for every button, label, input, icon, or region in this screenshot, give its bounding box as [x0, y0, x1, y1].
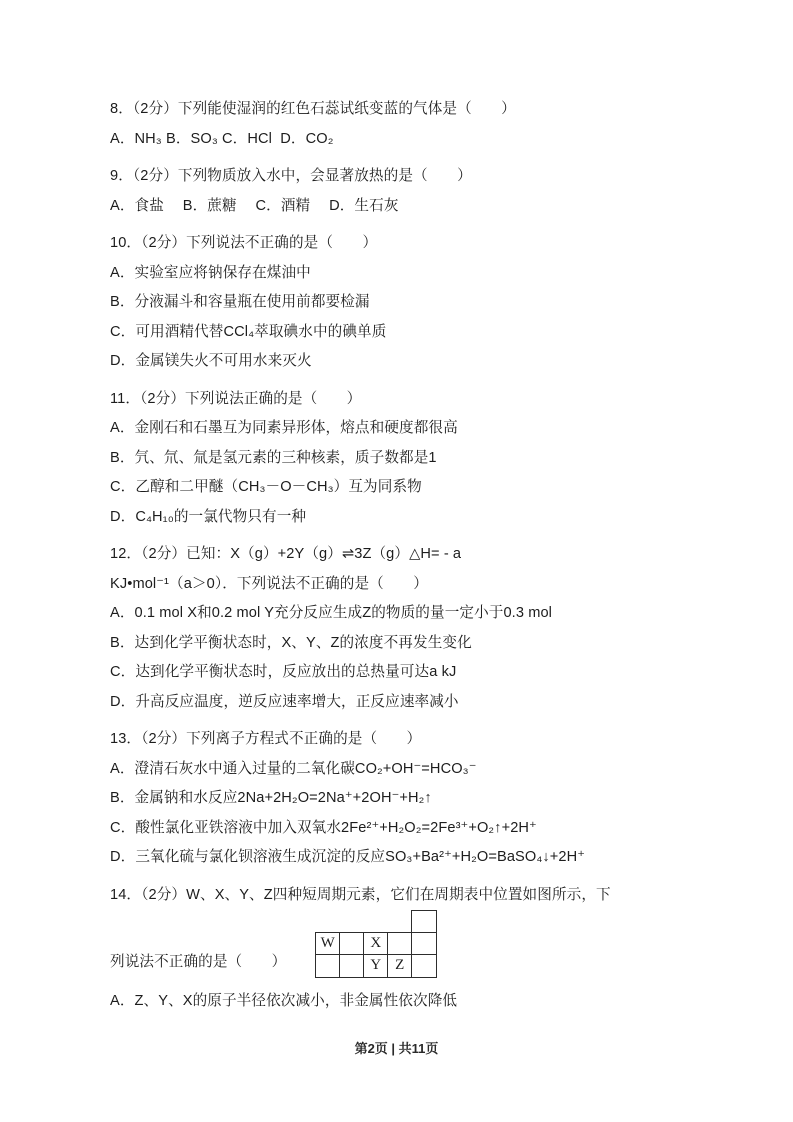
- grid-row-middle: [315, 932, 437, 956]
- grid-cell-empty: [387, 932, 413, 956]
- option-b: B．金属钠和水反应2Na+2H₂O=2Na⁺+2OH⁻+H₂↑: [110, 790, 432, 806]
- question-stem-continuation: 列说法不正确的是（ ）: [110, 954, 287, 970]
- options-line: A．NH₃ B．SO₃ C．HCl D．CO₂: [110, 130, 334, 147]
- option-a: A．实验室应将钠保存在煤油中: [110, 264, 311, 281]
- option-c: C．酸性氯化亚铁溶液中加入双氧水2Fe²⁺+H₂O₂=2Fe³⁺+O₂↑+2H⁺: [110, 819, 537, 836]
- question-stem: 9．（2分）下列物质放入水中，会显著放热的是（ ）: [110, 168, 472, 184]
- page-footer: [0, 1038, 793, 1057]
- question-9: [110, 162, 775, 221]
- question-stem-wrap-row: [110, 910, 775, 978]
- periodic-table-fragment: [315, 910, 437, 978]
- question-10: [110, 229, 775, 377]
- grid-row-bottom: [315, 954, 437, 978]
- question-stem-line-1: 14．（2分）W、X、Y、Z四种短周期元素，它们在周期表中位置如图所示，下: [110, 886, 611, 903]
- grid-cell-x: X: [363, 932, 389, 956]
- page-number-label: 第2页 | 共11页: [354, 1041, 439, 1056]
- exam-page-body: [110, 95, 775, 1024]
- question-stem-line-1: 12．（2分）已知：X（g）+2Y（g）⇌3Z（g）△H= - a: [110, 546, 462, 562]
- question-8: [110, 95, 775, 154]
- options-line: A．食盐 B．蔗糖 C．酒精 D．生石灰: [110, 197, 399, 214]
- question-14: [110, 881, 775, 1017]
- option-d: D．C₄H₁₀的一氯代物只有一种: [110, 508, 307, 525]
- grid-cell-empty: [411, 932, 437, 956]
- question-stem: 8．（2分）下列能使湿润的红色石蕊试纸变蓝的气体是（ ）: [110, 101, 516, 117]
- option-a: A．金刚石和石墨互为同素异形体，熔点和硬度都很高: [110, 420, 458, 436]
- question-stem: 10．（2分）下列说法不正确的是（ ）: [110, 235, 378, 251]
- grid-cell-empty: [315, 954, 341, 978]
- question-stem-line-2: KJ•mol⁻¹（a＞0）．下列说法不正确的是（ ）: [110, 575, 428, 592]
- grid-cell-empty: [339, 954, 365, 978]
- grid-cell-y: Y: [363, 954, 389, 978]
- question-stem: 11．（2分）下列说法正确的是（ ）: [110, 390, 362, 407]
- option-c: C．可用酒精代替CCl₄萃取碘水中的碘单质: [110, 323, 387, 340]
- question-11: [110, 385, 775, 533]
- option-c: C．达到化学平衡状态时，反应放出的总热量可达a kJ: [110, 664, 457, 680]
- grid-cell-empty: [411, 910, 437, 934]
- grid-row-top: [411, 910, 437, 934]
- grid-cell-empty: [339, 932, 365, 956]
- option-a: A．0.1 mol X和0.2 mol Y充分反应生成Z的物质的量一定小于0.3 mol: [110, 605, 553, 621]
- question-13: [110, 725, 775, 873]
- option-a: A．澄清石灰水中通入过量的二氧化碳CO₂+OH⁻=HCO₃⁻: [110, 760, 477, 777]
- grid-cell-z: Z: [387, 954, 413, 978]
- option-a: A．Z、Y、X的原子半径依次减小，非金属性依次降低: [110, 992, 458, 1009]
- grid-cell-w: W: [315, 932, 341, 956]
- option-d: D．三氧化硫与氯化钡溶液生成沉淀的反应SO₃+Ba²⁺+H₂O=BaSO₄↓+2H⁺: [110, 849, 586, 865]
- option-b: B．氕、氘、氚是氢元素的三种核素，质子数都是1: [110, 449, 437, 466]
- option-d: D．金属镁失火不可用水来灭火: [110, 353, 312, 369]
- option-b: B．分液漏斗和容量瓶在使用前都要检漏: [110, 294, 370, 310]
- grid-cell-empty: [411, 954, 437, 978]
- option-b: B．达到化学平衡状态时，X、Y、Z的浓度不再发生变化: [110, 634, 472, 651]
- option-c: C．乙醇和二甲醚（CH₃－O－CH₃）互为同系物: [110, 479, 422, 495]
- question-12: [110, 540, 775, 717]
- question-stem: 13．（2分）下列离子方程式不正确的是（ ）: [110, 731, 422, 747]
- option-d: D．升高反应温度，逆反应速率增大，正反应速率减小: [110, 693, 459, 710]
